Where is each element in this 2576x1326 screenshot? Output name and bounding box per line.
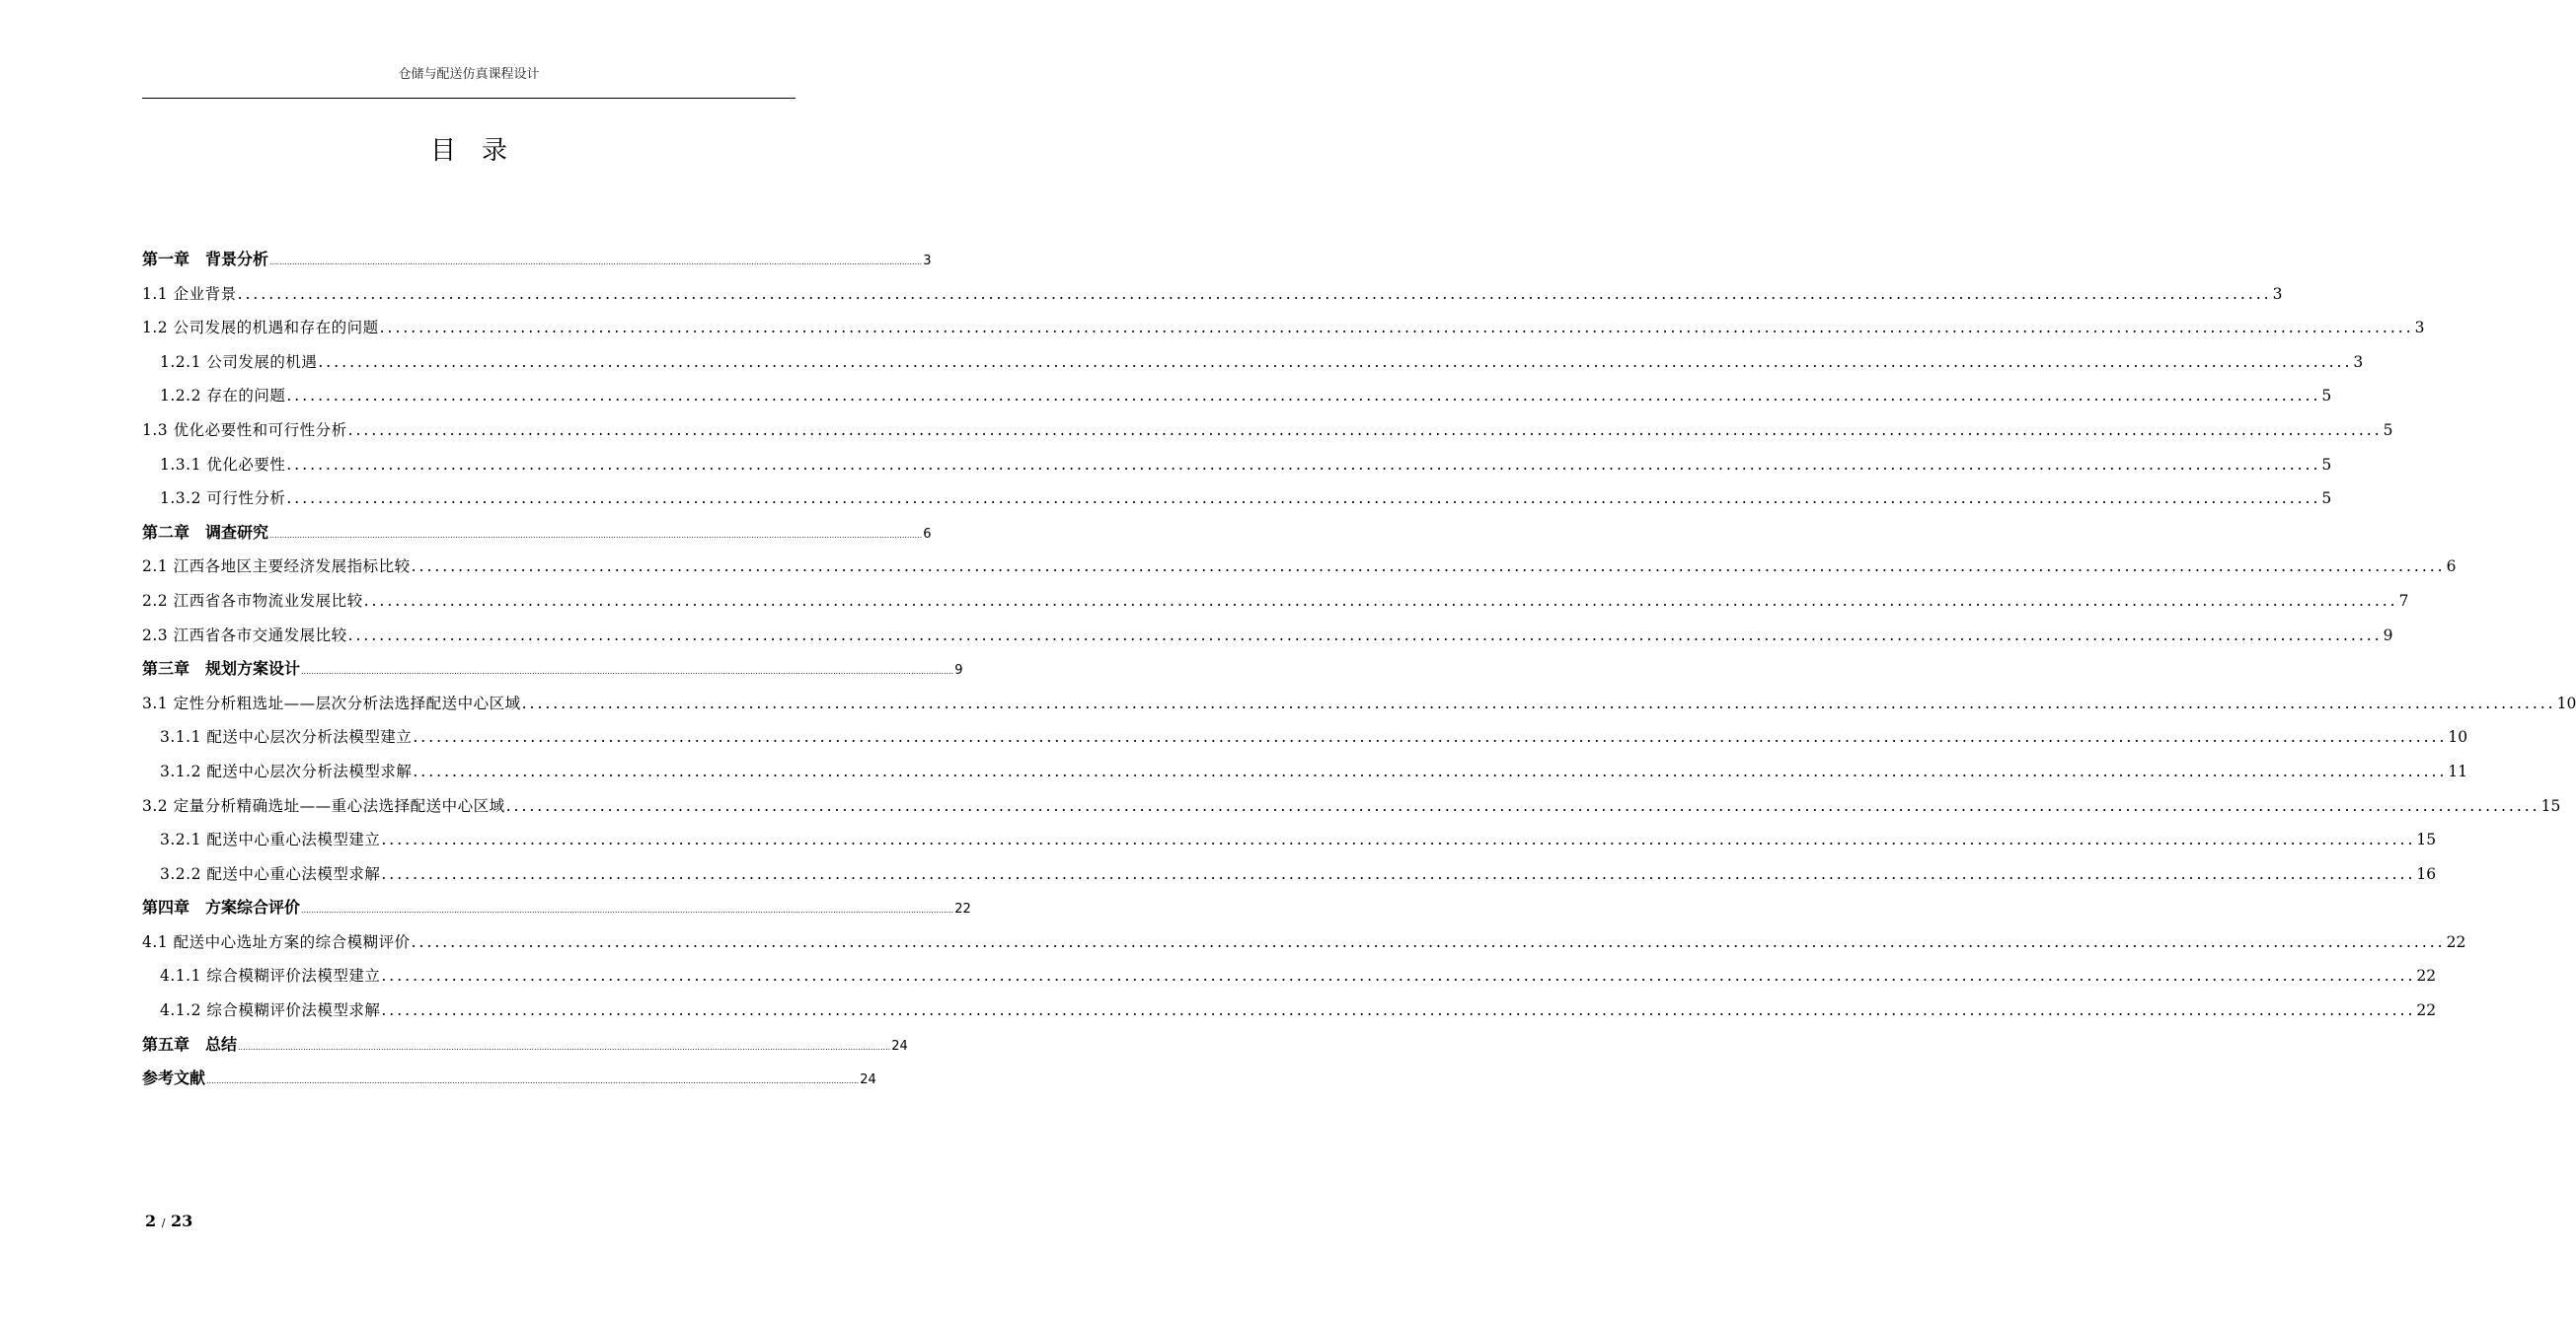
toc-entry-page: 5 xyxy=(2321,489,2332,508)
toc-entry[interactable] xyxy=(142,755,2468,789)
toc-entry-page: 5 xyxy=(2383,420,2393,439)
toc-entry-page: 22 xyxy=(2446,932,2466,951)
toc-dot-leader: .................................................................................................................................................................................................................................................................... xyxy=(381,864,2416,883)
toc-entry-page: 24 xyxy=(860,1072,876,1088)
toc-dot-leader: .................................................................................................................................................................................................................................................................... xyxy=(286,489,2321,508)
toc-entry-title: 3.1.1 配送中心层次分析法模型建立 xyxy=(160,728,413,747)
table-of-contents xyxy=(142,243,2576,1096)
toc-entry-page: 22 xyxy=(2416,967,2437,986)
toc-entry[interactable] xyxy=(142,619,2393,653)
toc-dot-leader: .................................................................................................................................................................................................................................................................... xyxy=(286,455,2321,474)
toc-entry[interactable] xyxy=(142,857,2437,892)
toc-dot-leader: .................................................................................................................................................................................................................................................................... xyxy=(381,967,2416,986)
toc-dot-leader: .................................................................................................................................................................................................................................................................... xyxy=(521,694,2556,712)
toc-entry[interactable] xyxy=(142,994,2437,1028)
toc-entry-title: 1.2.1 公司发展的机遇 xyxy=(160,352,318,371)
toc-entry-title: 1.3.2 可行性分析 xyxy=(160,489,286,508)
toc-entry[interactable] xyxy=(142,243,932,277)
toc-dot-leader: .................................................................................................................................................................................................................................................................... xyxy=(269,258,923,266)
toc-entry[interactable] xyxy=(142,1028,908,1063)
toc-dot-leader: .................................................................................................................................................................................................................................................................... xyxy=(301,906,954,916)
toc-entry-page: 3 xyxy=(2353,352,2364,371)
toc-entry-page: 6 xyxy=(923,526,932,542)
toc-entry[interactable] xyxy=(142,413,2393,448)
toc-entry-title: 第一章 背景分析 xyxy=(142,250,269,268)
toc-dot-leader: .................................................................................................................................................................................................................................................................... xyxy=(206,1076,860,1086)
toc-entry-page: 3 xyxy=(2272,284,2283,303)
toc-entry[interactable] xyxy=(142,277,2283,312)
toc-dot-leader: .................................................................................................................................................................................................................................................................... xyxy=(363,591,2398,610)
toc-dot-leader: .................................................................................................................................................................................................................................................................... xyxy=(411,932,2446,951)
toc-entry[interactable] xyxy=(142,959,2437,994)
toc-dot-leader: .................................................................................................................................................................................................................................................................... xyxy=(381,831,2416,849)
toc-entry-page: 9 xyxy=(2383,626,2393,644)
toc-entry-title: 3.1 定性分析粗选址——层次分析法选择配送中心区域 xyxy=(142,694,521,712)
toc-dot-leader: .................................................................................................................................................................................................................................................................... xyxy=(238,1042,891,1052)
toc-entry-title: 3.2 定量分析精确选址——重心法选择配送中心区域 xyxy=(142,796,505,815)
toc-entry[interactable] xyxy=(142,584,2409,619)
toc-entry-title: 参考文献 xyxy=(142,1068,206,1088)
page-number xyxy=(145,1212,192,1230)
toc-entry-title: 第五章 总结 xyxy=(142,1034,238,1054)
toc-entry-page: 3 xyxy=(2414,319,2425,337)
toc-dot-leader: .................................................................................................................................................................................................................................................................... xyxy=(379,319,2414,337)
toc-dot-leader: .................................................................................................................................................................................................................................................................... xyxy=(286,387,2321,405)
toc-dot-leader: .................................................................................................................................................................................................................................................................... xyxy=(347,626,2383,644)
toc-entry-title: 第四章 方案综合评价 xyxy=(142,898,301,918)
toc-entry[interactable] xyxy=(142,311,2425,345)
toc-entry[interactable] xyxy=(142,550,2457,584)
toc-entry-page: 15 xyxy=(2416,831,2437,849)
toc-dot-leader: .................................................................................................................................................................................................................................................................... xyxy=(413,728,2448,747)
toc-entry[interactable] xyxy=(142,448,2332,482)
toc-entry-title: 2.1 江西各地区主要经济发展指标比较 xyxy=(142,557,411,576)
running-header: 仓储与配送仿真课程设计 xyxy=(398,67,540,82)
toc-dot-leader: .................................................................................................................................................................................................................................................................... xyxy=(301,667,954,677)
toc-entry-title: 2.2 江西省各市物流业发展比较 xyxy=(142,591,363,610)
toc-entry-title: 1.1 企业背景 xyxy=(142,284,237,303)
toc-entry[interactable] xyxy=(142,789,2561,824)
toc-entry[interactable] xyxy=(142,379,2332,413)
toc-entry-page: 5 xyxy=(2321,387,2332,405)
header-rule xyxy=(142,98,796,99)
toc-entry[interactable] xyxy=(142,687,2576,721)
toc-entry-page: 3 xyxy=(923,254,932,268)
toc-entry-page: 16 xyxy=(2416,864,2437,883)
toc-entry-title: 4.1 配送中心选址方案的综合模糊评价 xyxy=(142,932,411,951)
toc-entry-page: 10 xyxy=(2448,728,2468,747)
toc-entry[interactable] xyxy=(142,823,2437,857)
toc-entry-title: 1.3 优化必要性和可行性分析 xyxy=(142,420,347,439)
toc-entry[interactable] xyxy=(142,925,2466,960)
toc-dot-leader: .................................................................................................................................................................................................................................................................... xyxy=(237,284,2272,303)
page-current: 2 xyxy=(145,1212,157,1230)
toc-entry-page: 7 xyxy=(2398,591,2409,610)
toc-dot-leader: .................................................................................................................................................................................................................................................................... xyxy=(318,352,2353,371)
toc-entry-title: 1.2.2 存在的问题 xyxy=(160,387,286,405)
toc-dot-leader: .................................................................................................................................................................................................................................................................... xyxy=(411,557,2446,576)
toc-entry-page: 6 xyxy=(2446,557,2457,576)
toc-entry-page: 22 xyxy=(954,902,971,918)
toc-dot-leader: .................................................................................................................................................................................................................................................................... xyxy=(347,420,2383,439)
toc-entry-title: 3.1.2 配送中心层次分析法模型求解 xyxy=(160,762,413,780)
page-title: 目录 xyxy=(429,136,533,166)
toc-dot-leader: .................................................................................................................................................................................................................................................................... xyxy=(413,762,2448,780)
toc-dot-leader: .................................................................................................................................................................................................................................................................... xyxy=(505,796,2540,815)
toc-dot-leader: .................................................................................................................................................................................................................................................................... xyxy=(381,1001,2416,1020)
toc-entry-page: 15 xyxy=(2540,796,2561,815)
toc-entry[interactable] xyxy=(142,720,2468,755)
page-total: 23 xyxy=(171,1212,193,1230)
toc-entry[interactable] xyxy=(142,1062,876,1096)
toc-entry-title: 3.2.1 配送中心重心法模型建立 xyxy=(160,831,381,849)
toc-entry-title: 第二章 调查研究 xyxy=(142,522,269,542)
toc-entry-page: 9 xyxy=(954,663,963,679)
toc-entry[interactable] xyxy=(142,345,2364,380)
toc-entry-page: 24 xyxy=(891,1038,908,1054)
toc-entry-page: 5 xyxy=(2321,455,2332,474)
toc-entry-title: 2.3 江西省各市交通发展比较 xyxy=(142,626,347,644)
toc-entry-title: 4.1.2 综合模糊评价法模型求解 xyxy=(160,1001,381,1020)
toc-entry-title: 3.2.2 配送中心重心法模型求解 xyxy=(160,864,381,883)
toc-entry-title: 第三章 规划方案设计 xyxy=(142,659,301,679)
toc-entry-page: 22 xyxy=(2416,1001,2437,1020)
toc-dot-leader: .................................................................................................................................................................................................................................................................... xyxy=(269,530,923,540)
page-separator: / xyxy=(161,1216,166,1229)
toc-entry-title: 1.2 公司发展的机遇和存在的问题 xyxy=(142,319,379,337)
toc-entry-page: 11 xyxy=(2448,762,2468,780)
toc-entry-page: 10 xyxy=(2556,694,2576,712)
toc-entry-title: 1.3.1 优化必要性 xyxy=(160,455,286,474)
toc-entry-title: 4.1.1 综合模糊评价法模型建立 xyxy=(160,967,381,986)
toc-entry[interactable] xyxy=(142,891,971,925)
toc-entry[interactable] xyxy=(142,516,932,551)
toc-entry[interactable] xyxy=(142,652,963,687)
toc-entry[interactable] xyxy=(142,481,2332,516)
